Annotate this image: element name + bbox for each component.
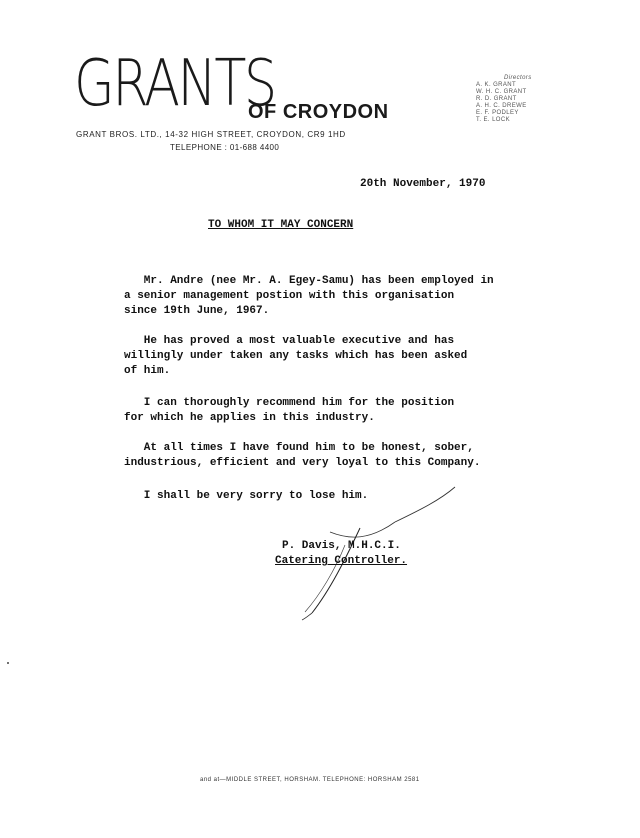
signatory-title: Catering Controller. <box>275 555 408 567</box>
director-entry: E. F. PODLEY <box>476 110 519 116</box>
director-entry: R. D. GRANT <box>476 96 517 102</box>
letter-paragraph: Mr. Andre (nee Mr. A. Egey-Samu) has been employed in a senior management postion with this organisation since 19th June, 1967. <box>124 275 494 317</box>
letter-paragraph: I shall be very sorry to lose him. <box>124 490 369 502</box>
company-logo-suffix: OF CROYDON <box>248 101 389 123</box>
letter-paragraph: I can thoroughly recommend him for the position for which he applies in this industry. <box>124 397 455 424</box>
company-address: GRANT BROS. LTD., 14-32 HIGH STREET, CROYDON, CR9 1HD <box>76 130 346 139</box>
letter-date: 20th November, 1970 <box>360 178 486 190</box>
director-entry: W. H. C. GRANT <box>476 89 527 95</box>
director-entry: A. H. C. DREWE <box>476 103 527 109</box>
scan-speck <box>7 662 9 664</box>
signatory-name: P. Davis, M.H.C.I. <box>282 540 401 552</box>
letter-heading: TO WHOM IT MAY CONCERN <box>208 219 354 231</box>
footer-branch-address: and at—MIDDLE STREET, HORSHAM. TELEPHONE: HORSHAM 2581 <box>200 777 420 783</box>
director-entry: A. K. GRANT <box>476 82 517 88</box>
letter-paragraph: He has proved a most valuable executive and has willingly under taken any tasks which has been asked of him. <box>124 335 468 377</box>
letter-paragraph: At all times I have found him to be honest, sober, industrious, efficient and very loyal to this Company. <box>124 442 481 469</box>
directors-heading: Directors <box>504 75 532 81</box>
company-telephone: TELEPHONE : 01-688 4400 <box>170 143 280 152</box>
director-entry: T. E. LOCK <box>476 117 511 123</box>
company-logo: GRANTS <box>74 47 275 121</box>
